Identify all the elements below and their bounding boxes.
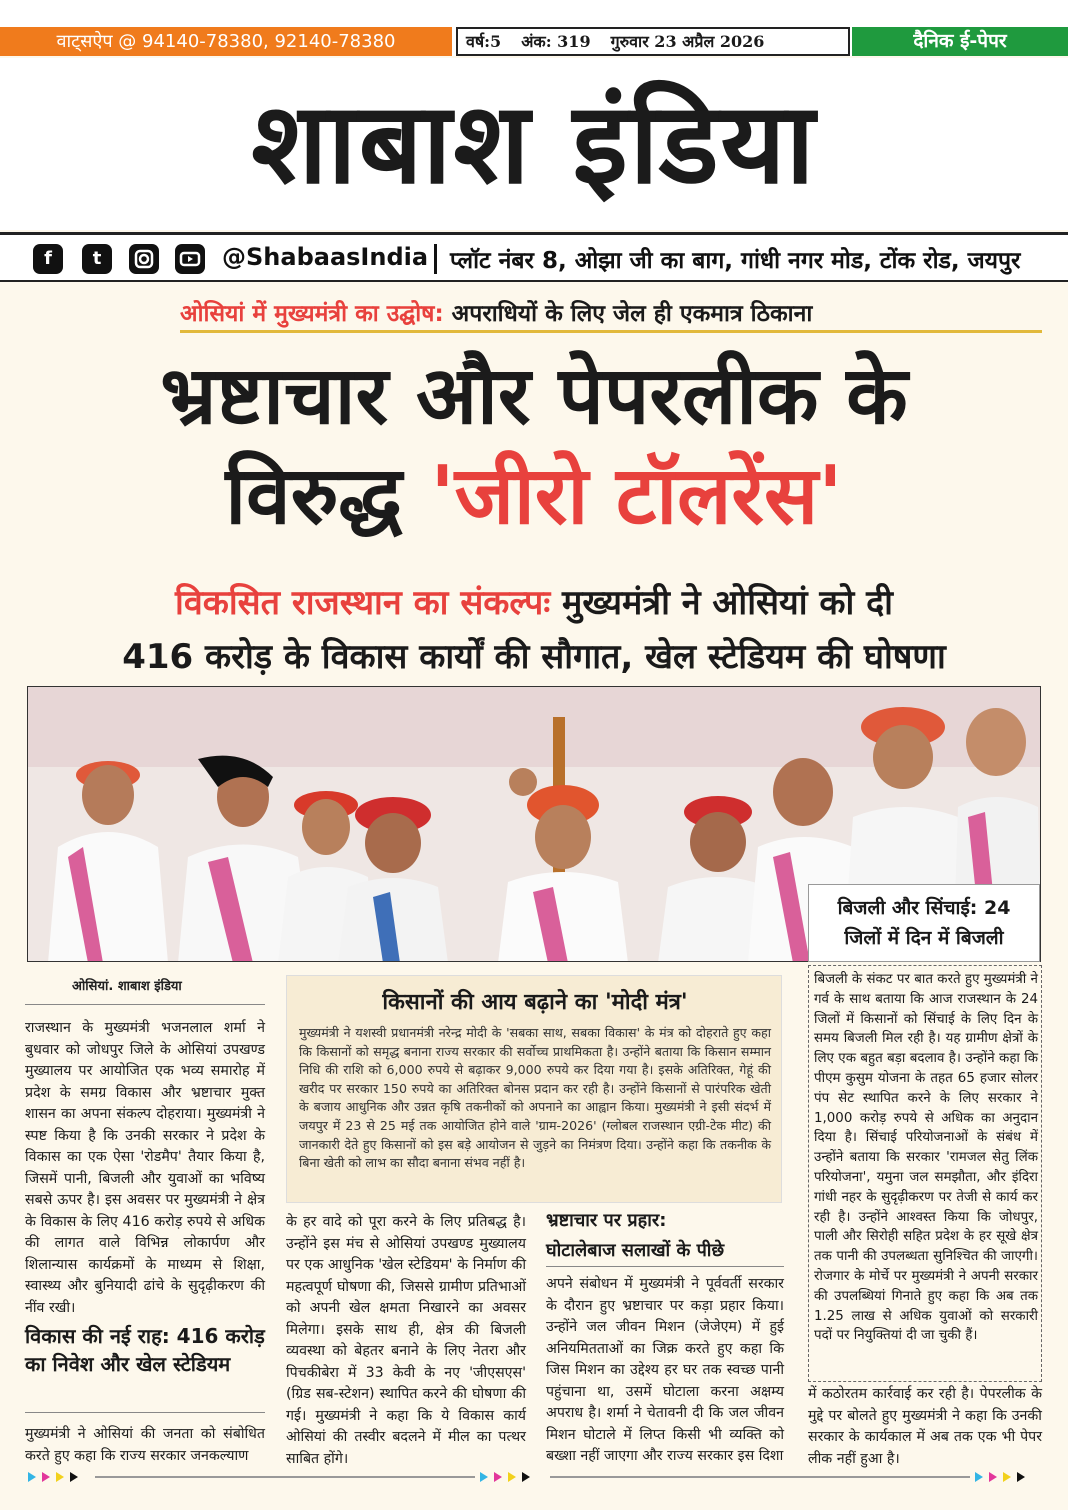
strip-mark xyxy=(1003,1472,1011,1482)
farmer-box-text: मुख्यमंत्री ने यशस्वी प्रधानमंत्री नरेन्द्र मोदी के 'सबका साथ, सबका विकास' के मंत्र को दोहराते हुए कहा कि किसानों को समृद्ध बनाना राज्य सरकार की सर्वोच्च प्राथमिकता है। उन्होंने बताया कि किसान सम्मान निधि की राशि को 6,000 रुपये से बढ़ाकर 9,000 रुपये कर दिया गया है। इसके अतिरिक्त, गेहूं की खरीद पर सरकार 150 रुपये का अतिरिक्त बोनस प्रदान कर रही है। उन्होंने किसानों से पारंपरिक खेती के बजाय आधुनिक और उन्नत कृषि तकनीकों को अपनाने का आह्वान किया। मुख्यमंत्री ने इसी संदर्भ में जयपुर में 23 से 25 मई तक आयोजित होने वाले 'ग्राम-2026' (ग्लोबल राजस्थान एग्री-टेक मीट) की जानकारी देते हुए किसानों को इस बड़े आयोजन से जुड़ने का निमंत्रण दिया। उन्होंने कहा कि तकनीक के बिना खेती को लाभ का सौदा बनाना संभव नहीं है। xyxy=(299,1025,771,1171)
subheadline-line1 xyxy=(0,578,1068,624)
bottom-decorative-strip xyxy=(0,1470,1068,1484)
strip-line xyxy=(95,1476,475,1478)
strip-mark xyxy=(508,1472,516,1482)
social-handle[interactable]: @ShabaasIndia xyxy=(222,243,429,271)
kicker-underline xyxy=(180,330,1042,333)
strip-mark xyxy=(989,1472,997,1482)
facebook-icon[interactable]: f xyxy=(33,244,63,274)
headline-line2 xyxy=(0,446,1068,546)
issue-number: अंक: 319 xyxy=(521,32,591,51)
instagram-icon[interactable] xyxy=(129,244,159,274)
credit-rule xyxy=(25,1004,265,1005)
divider xyxy=(434,244,437,274)
column3-paragraph: अपने संबोधन में मुख्यमंत्री ने पूर्ववर्ती सरकार के दौरान हुए भ्रष्टाचार पर कड़ा प्रहार किया। उन्होंने जल जीवन मिशन (जेजेएम) में हुई अनियमितताओं का जिक्र करते हुए कहा कि जिस मिशन का उद्देश्य हर घर तक स्वच्छ पानी पहुंचाना था, उसमें घोटाला करना अक्षम्य अपराध है। शर्मा ने चेतावनी दी कि जल जीवन मिशन घोटाले में लिप्त किसी भी व्यक्ति को बख्शा नहीं जाएगा और राज्य सरकार इस दिशा xyxy=(546,1276,784,1464)
strip-mark xyxy=(480,1472,488,1482)
column1-subheading: विकास की नई राह: 416 करोड़ का निवेश और खेल स्टेडियम xyxy=(25,1324,265,1376)
column1-paragraph: राजस्थान के मुख्यमंत्री भजनलाल शर्मा ने बुधवार को जोधपुर जिले के ओसियां उपखण्ड मुख्यालय पर आयोजित एक भव्य समारोह में प्रदेश के समग्र विकास और भ्रष्टाचार मुक्त शासन का अपना संकल्प दोहराया। मुख्यमंत्री ने स्पष्ट किया है कि उनकी सरकार ने प्रदेश के विकास का एक ऐसा 'रोडमैप' तैयार किया है, जिसमें पानी, बिजली और युवाओं का भविष्य सबसे ऊपर है। इस अवसर पर मुख्यमंत्री ने क्षेत्र के विकास के लिए 416 करोड़ रुपये से अधिक की लागत वाले विभिन्न लोकार्पण और शिलान्यास कार्यक्रमों के माध्यम से शिक्षा, स्वास्थ्य और बुनियादी ढांचे के सुदृढ़ीकरण की नींव रखी। xyxy=(25,1020,265,1316)
strip-mark xyxy=(494,1472,502,1482)
column1-paragraph2: मुख्यमंत्री ने ओसियां की जनता को संबोधित करते हुए कहा कि राज्य सरकार जनकल्याण xyxy=(25,1426,265,1464)
col3-rule xyxy=(546,1266,784,1267)
strip-mark xyxy=(70,1472,78,1482)
strip-mark xyxy=(28,1472,36,1482)
twitter-icon[interactable]: t xyxy=(82,244,112,274)
farmer-income-box xyxy=(286,975,782,1203)
strip-mark xyxy=(56,1472,64,1482)
youtube-icon[interactable] xyxy=(175,244,205,274)
farmer-box-title: किसानों की आय बढ़ाने का 'मोदी मंत्र' xyxy=(382,990,688,1015)
issue-date: गुरुवार 23 अप्रैल 2026 xyxy=(610,32,765,51)
kicker-red: ओसियां में मुख्यमंत्री का उद्घोष: xyxy=(180,301,444,327)
kicker xyxy=(180,296,812,328)
headline-line2-red: 'जीरो टॉलरेंस' xyxy=(430,449,843,542)
strip-line xyxy=(550,1476,970,1478)
strip-mark xyxy=(42,1472,50,1482)
column2-paragraph: के हर वादे को पूरा करने के लिए प्रतिबद्ध है। उन्होंने इस मंच से ओसियां उपखण्ड मुख्यालय पर एक आधुनिक 'खेल स्टेडियम' के निर्माण की महत्वपूर्ण घोषणा की, जिससे ग्रामीण प्रतिभाओं को अपनी खेल क्षमता निखारने का अवसर मिलेगा। इसके साथ ही, क्षेत्र की बिजली व्यवस्था को बेहतर बनाने के लिए नेतरा और पिचकीबेरा में 33 केवी के नए 'जीएसएस' (ग्रिड सब-स्टेशन) स्थापित करने की घोषणा की गई। मुख्यमंत्री ने कहा कि ये विकास कार्य ओसियां की तस्वीर बदलने में मील का पत्थर साबित होंगे। xyxy=(286,1214,526,1467)
col1-rule xyxy=(25,1412,265,1413)
year-label: वर्ष:5 xyxy=(466,32,502,51)
masthead-title: शाबाश इंडिया xyxy=(0,58,1068,230)
column3-heading-line1: भ्रष्टाचार पर प्रहार: xyxy=(546,1210,667,1231)
headline-line2-black: विरुद्ध xyxy=(225,449,431,542)
subheadline-line2: 416 करोड़ के विकास कार्यों की सौगात, खेल स्टेडियम की घोषणा xyxy=(122,637,946,677)
sidebox-line1: बिजली और सिंचाई: 24 xyxy=(837,897,1011,919)
strip-mark xyxy=(522,1472,530,1482)
column3-heading-line2: घोटालेबाज सलाखों के पीछे xyxy=(546,1240,725,1261)
sidebox-line2: जिलों में दिन में बिजली xyxy=(844,927,1004,949)
kicker-black: अपराधियों के लिए जेल ही एकमात्र ठिकाना xyxy=(443,301,813,327)
headline-line1: भ्रष्टाचार और पेपरलीक के xyxy=(160,349,908,442)
subheadline-red: विकसित राजस्थान का संकल्पः xyxy=(175,583,551,623)
epaper-label: दैनिक ई-पेपर xyxy=(852,27,1068,56)
column3-heading xyxy=(546,1206,784,1266)
strip-mark xyxy=(1017,1472,1025,1482)
column4-paragraph2: में कठोरतम कार्रवाई कर रही है। पेपरलीक के मुद्दे पर बोलते हुए मुख्यमंत्री ने कहा कि उनकी सरकार के कार्यकाल में अब तक एक भी पेपर लीक नहीं हुआ है। xyxy=(808,1386,1042,1467)
strip-mark xyxy=(975,1472,983,1482)
photo-credit: ओसियां. शाबाश इंडिया xyxy=(72,979,182,994)
whatsapp-contact: वाट्सऐप @ 94140-78380, 92140-78380 xyxy=(0,27,452,56)
column4-paragraph: बिजली के संकट पर बात करते हुए मुख्यमंत्री ने गर्व के साथ बताया कि आज राजस्थान के 24 जिलों में किसानों को सिंचाई के लिए दिन के समय बिजली मिल रही है। यह ग्रामीण क्षेत्रों के लिए एक बहुत बड़ा बदलाव है। उन्होंने कहा कि पीएम कुसुम योजना के तहत 65 हजार सोलर पंप सेट स्थापित करने के लिए सरकार ने 1,000 करोड़ रुपये से अधिक का अनुदान दिया है। सिंचाई परियोजनाओं के संबंध में उन्होंने बताया कि सरकार 'रामजल सेतु लिंक परियोजना', यमुना जल समझौता, और इंदिरा गांधी नहर के सुदृढ़ीकरण पर तेजी से कार्य कर रही है। उन्होंने आश्वस्त किया कि जोधपुर, पाली और सिरोही सहित प्रदेश के हर सूखे क्षेत्र तक पानी की उपलब्धता सुनिश्चित की जाएगी। रोजगार के मोर्चे पर मुख्यमंत्री ने अपनी सरकार की उपलब्धियां गिनाते हुए कहा कि अब तक 1.25 लाख से अधिक युवाओं को सरकारी पदों पर नियुक्तियां दी जा चुकी हैं। xyxy=(814,972,1038,1344)
sidebar-headline-box xyxy=(808,884,1040,962)
subheadline-black: मुख्यमंत्री ने ओसियां को दी xyxy=(550,583,893,623)
social-bar xyxy=(0,232,1068,282)
issue-info xyxy=(456,27,850,56)
office-address: प्लॉट नंबर 8, ओझा जी का बाग, गांधी नगर मोड, टोंक रोड, जयपुर xyxy=(450,248,1021,274)
